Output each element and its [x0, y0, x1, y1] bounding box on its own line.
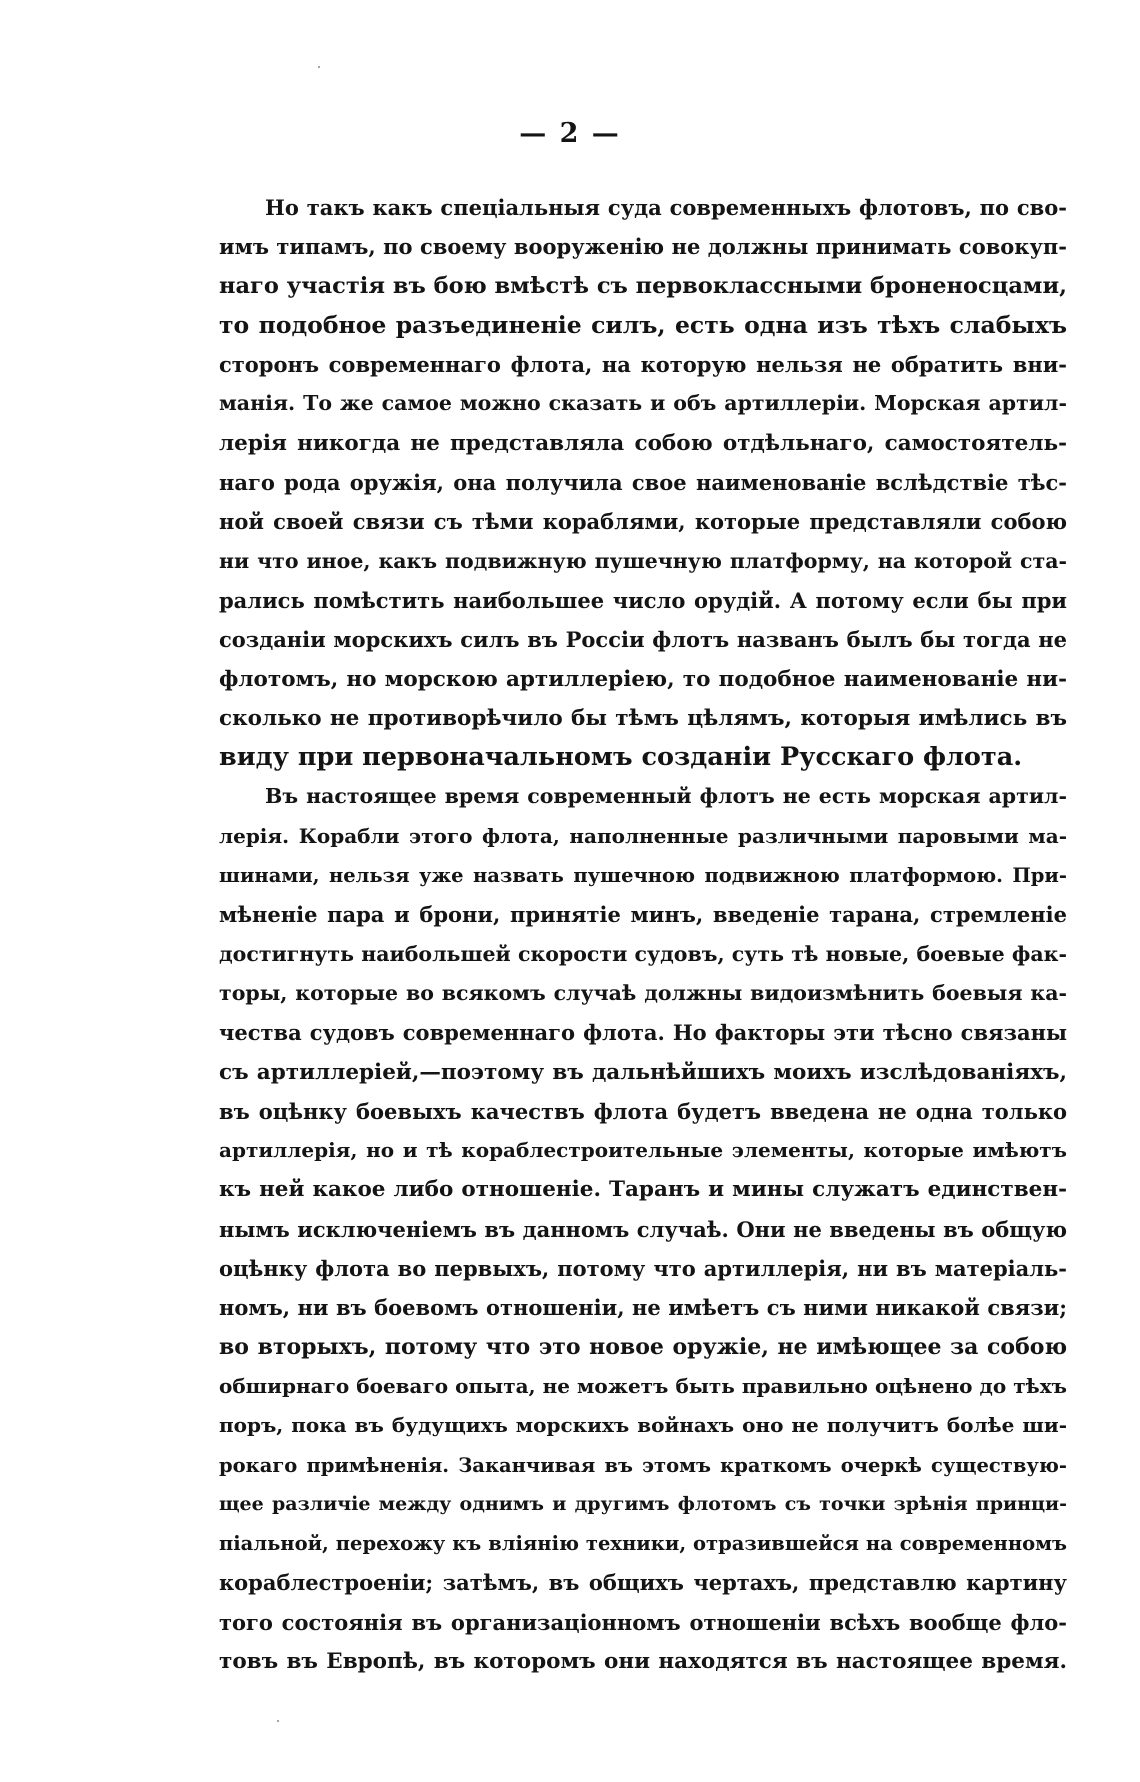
page-number: — 2 — — [519, 118, 621, 149]
paper-speck — [318, 66, 320, 68]
body-text — [219, 188, 1067, 1681]
text-line: имъ типамъ, по своему вооруженію не должны принимать совокуп- — [219, 234, 1067, 260]
text-line: манія. То же самое можно сказать и объ артиллеріи. Морская артил- — [219, 391, 1067, 416]
text-line: лерія. Корабли этого флота, наполненные различными паровыми ма- — [219, 823, 1067, 848]
text-line: Но такъ какъ спеціальныя суда современныхъ флотовъ, по сво- — [265, 195, 1067, 220]
text-line: то подобное разъединеніе силъ, есть одна изъ тѣхъ слабыхъ — [219, 310, 1067, 339]
text-line: того состоянія въ организаціонномъ отношеніи всѣхъ вообще фло- — [219, 1609, 1067, 1635]
text-line: рались помѣстить наибольшее число орудій. А потому если бы при — [219, 587, 1067, 613]
text-line: наго участія въ бою вмѣстѣ съ первоклассными броненосцами, — [219, 272, 1067, 299]
text-line: кораблестроеніи; затѣмъ, въ общихъ чертахъ, представлю картину — [219, 1570, 1067, 1596]
text-line: флотомъ, но морскою артиллеріею, то подобное наименованіе ни- — [219, 666, 1067, 692]
text-line: ни что иное, какъ подвижную пушечную платформу, на которой ста- — [219, 548, 1067, 573]
text-line: лерія никогда не представляла собою отдѣльнаго, самостоятель- — [219, 430, 1067, 456]
text-line: сторонъ современнаго флота, на которую нельзя не обратить вни- — [219, 352, 1067, 378]
text-line: съ артиллеріей,—поэтому въ дальнѣйшихъ моихъ изслѣдованіяхъ, — [219, 1059, 1067, 1085]
text-line: къ ней какое либо отношеніе. Таранъ и мины служатъ единствен- — [219, 1177, 1067, 1203]
text-line: въ оцѣнку боевыхъ качествъ флота будетъ введена не одна только — [219, 1098, 1067, 1124]
text-line: Въ настоящее время современный флотъ не есть морская артил- — [265, 784, 1067, 809]
text-line: номъ, ни въ боевомъ отношеніи, не имѣетъ съ ними никакой связи; — [219, 1295, 1067, 1321]
text-line: сколько не противорѣчило бы тѣмъ цѣлямъ, которыя имѣлись въ — [219, 705, 1067, 731]
text-line: товъ въ Европѣ, въ которомъ они находятся въ настоящее время. — [219, 1648, 1067, 1674]
paragraph-2 — [219, 777, 1067, 1681]
text-line: наго рода оружія, она получила свое наименованіе вслѣдствіе тѣс- — [219, 470, 1067, 496]
text-line: нымъ исключеніемъ въ данномъ случаѣ. Они не введены въ общую — [219, 1216, 1067, 1242]
text-line: ной своей связи съ тѣми кораблями, которые представляли собою — [219, 509, 1067, 535]
text-line: поръ, пока въ будущихъ морскихъ войнахъ оно не получитъ болѣе ши- — [219, 1413, 1067, 1438]
text-line: шинами, нельзя уже назвать пушечною подвижною платформою. При- — [219, 864, 1067, 888]
text-line: обширнаго боеваго опыта, не можетъ быть правильно оцѣнено до тѣхъ — [219, 1373, 1067, 1398]
text-line: торы, которые во всякомъ случаѣ должны видоизмѣнить боевыя ка- — [219, 980, 1067, 1005]
text-line: виду при первоначальномъ созданіи Русскаго флота. — [219, 742, 1023, 773]
text-line: щее различіе между однимъ и другимъ флотомъ съ точки зрѣнія принци- — [219, 1492, 1067, 1515]
text-line: созданіи морскихъ силъ въ Россіи флотъ названъ былъ бы тогда не — [219, 627, 1067, 653]
text-line: мѣненіе пара и брони, принятіе минъ, введеніе тарана, стремленіе — [219, 902, 1067, 928]
text-line: артиллерія, но и тѣ кораблестроительные элементы, которые имѣютъ — [219, 1138, 1067, 1163]
text-line: рокаго примѣненія. Заканчивая въ этомъ краткомъ очеркѣ существую- — [219, 1453, 1067, 1477]
text-line: оцѣнку флота во первыхъ, потому что артиллерія, ни въ матеріаль- — [219, 1256, 1067, 1282]
text-line: піальной, перехожу къ вліянію техники, отразившейся на современномъ — [219, 1532, 1067, 1556]
text-line: чества судовъ современнаго флота. Но факторы эти тѣсно связаны — [219, 1020, 1067, 1046]
paragraph-1 — [219, 188, 1067, 777]
paper-speck — [277, 1720, 279, 1722]
text-line: достигнуть наибольшей скорости судовъ, суть тѣ новые, боевые фак- — [219, 941, 1067, 966]
text-line: во вторыхъ, потому что это новое оружіе, не имѣющее за собою — [219, 1333, 1067, 1360]
